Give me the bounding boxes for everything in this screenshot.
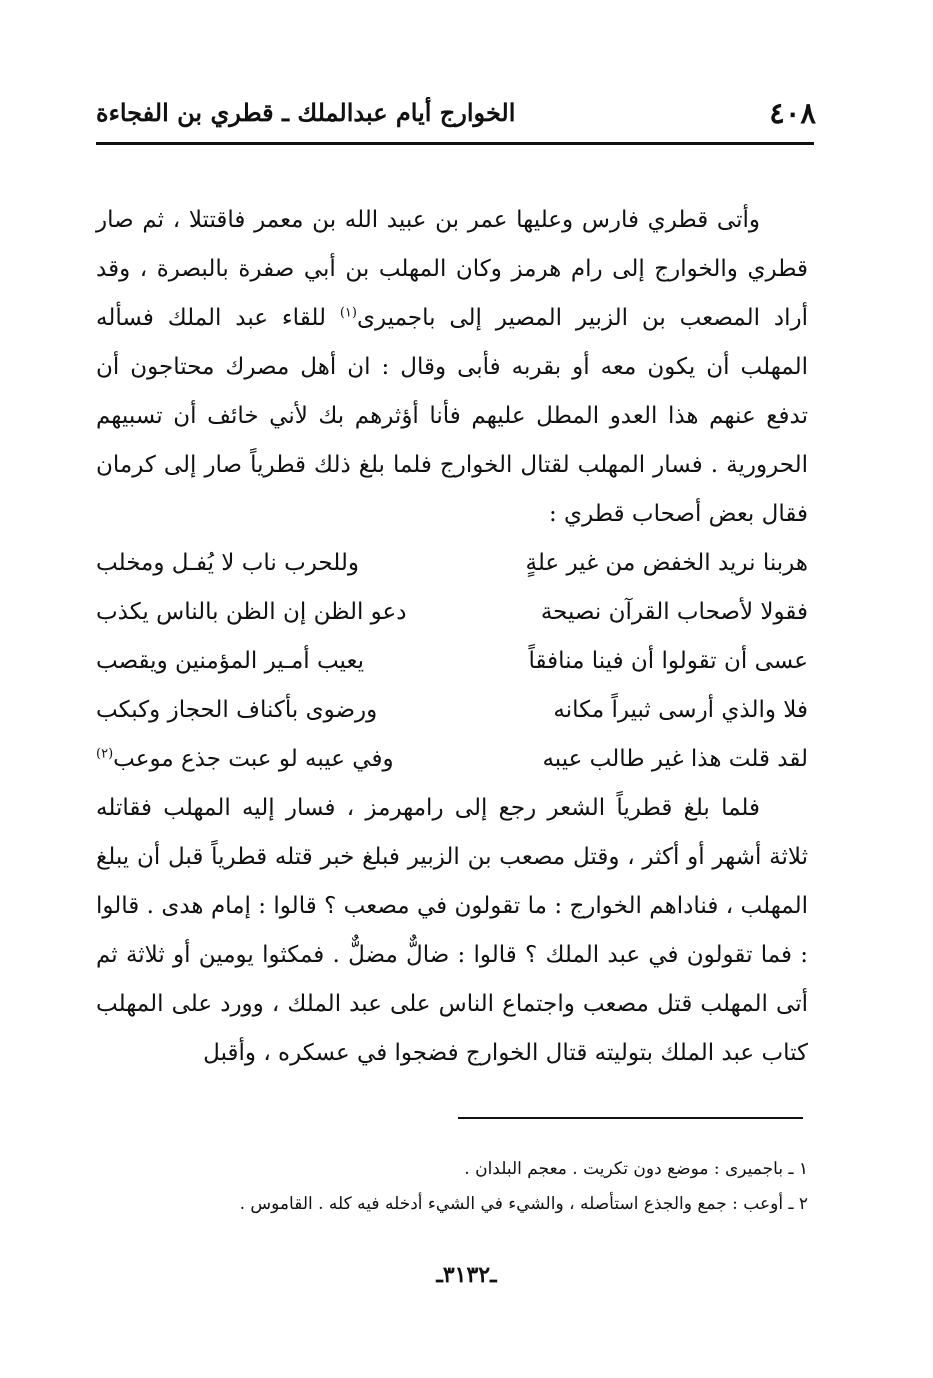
page-number: ٤٠٨ bbox=[769, 96, 816, 130]
main-text bbox=[96, 196, 808, 1078]
verse-2-first-hemistich: فقولا لأصحاب القرآن نصيحة bbox=[540, 599, 808, 625]
verse-4-second-hemistich bbox=[96, 686, 452, 735]
paragraph-1-text-a: وأتى قطري فارس وعليها عمر بن عبيد الله بن معمر فاقتتلا ، ثم صار قطري والخوارج إلى رام هرمز وكان المهلب بن أبي صفرة بالبصرة ، وقد أراد المصعب بن الزبير المصير إلى باجميرى bbox=[96, 207, 808, 331]
folio-number: ـ٣١٣٢ـ bbox=[436, 1262, 497, 1288]
verse-1-second-hemistich bbox=[96, 539, 452, 588]
paragraph-1-text-b: للقاء عبد الملك فسأله المهلب أن يكون معه أو بقربه فأبى وقال : ان أهل مصرك محتاجون أن تدفع عنهم هذا العدو المطل عليهم فأنا أؤثرهم بك لأني خائف أن تسبيهم الحرورية . فسار المهلب لقتال الخوارج فلما بلغ ذلك قطرياً صار إلى كرمان فقال بعض أصحاب قطري : bbox=[96, 305, 808, 527]
verse-4-first-hemistich: فلا والذي أرسى ثبيراً مكانه bbox=[553, 697, 808, 723]
footnote-ref-1: (١) bbox=[339, 305, 357, 321]
running-title: الخوارج أيام عبدالملك ـ قطري بن الفجاءة bbox=[96, 98, 516, 127]
verse-5-second-hemistich bbox=[96, 735, 452, 784]
verse-4-second-text: ورضوى بأكناف الحجاز وكبكب bbox=[96, 697, 378, 723]
verse-3-second-hemistich bbox=[96, 637, 452, 686]
verse-3 bbox=[96, 637, 808, 686]
poem bbox=[96, 539, 808, 784]
verse-5-first-hemistich: لقد قلت هذا غير طالب عيبه bbox=[542, 746, 808, 772]
verse-2-second-text: دعو الظن إن الظن بالناس يكذب bbox=[96, 599, 407, 625]
verse-2 bbox=[96, 588, 808, 637]
verse-1 bbox=[96, 539, 808, 588]
footnotes bbox=[96, 1152, 808, 1222]
paragraph-1 bbox=[96, 196, 808, 539]
verse-5 bbox=[96, 735, 808, 784]
header-rule bbox=[96, 142, 814, 145]
footnote-ref-2: (٢) bbox=[96, 746, 114, 762]
footnote-2: ٢ ـ أوعب : جمع والجذع استأصله ، والشيء في الشيء أدخله فيه كله . القاموس . bbox=[239, 1194, 808, 1214]
verse-4 bbox=[96, 686, 808, 735]
footnote-rule bbox=[458, 1117, 803, 1119]
verse-1-second-text: وللحرب ناب لا يُفـل ومخلب bbox=[96, 550, 360, 576]
paragraph-2: فلما بلغ قطرياً الشعر رجع إلى رامهرمز ، فسار إليه المهلب فقاتله ثلاثة أشهر أو أكثر ، وقتل مصعب بن الزبير فبلغ خبر قتله قطرياً قبل أن يبلغ المهلب ، فناداهم الخوارج : ما تقولون في مصعب ؟ قالوا : إمام هدى . قالوا : فما تقولون في عبد الملك ؟ قالوا : ضالٌّ مضلٌّ . فمكثوا يومين أو ثلاثة ثم أتى المهلب قتل مصعب واجتماع الناس على عبد الملك ، وورد على المهلب كتاب عبد الملك بتوليته قتال الخوارج فضجوا في عسكره ، وأقبل bbox=[96, 795, 808, 1066]
verse-5-second-text: وفي عيبه لو عبت جذع موعب bbox=[113, 746, 394, 772]
verse-3-first-hemistich: عسى أن تقولوا أن فينا منافقاً bbox=[528, 648, 808, 674]
verse-2-second-hemistich bbox=[96, 588, 452, 637]
page-header bbox=[96, 92, 816, 142]
verse-1-first-hemistich: هربنا نريد الخفض من غير علةٍ bbox=[525, 550, 808, 576]
footnote-1: ١ ـ باجميرى : موضع دون تكريت . معجم البلدان . bbox=[464, 1159, 808, 1179]
verse-3-second-text: يعيب أمـير المؤمنين ويقصب bbox=[96, 648, 364, 674]
